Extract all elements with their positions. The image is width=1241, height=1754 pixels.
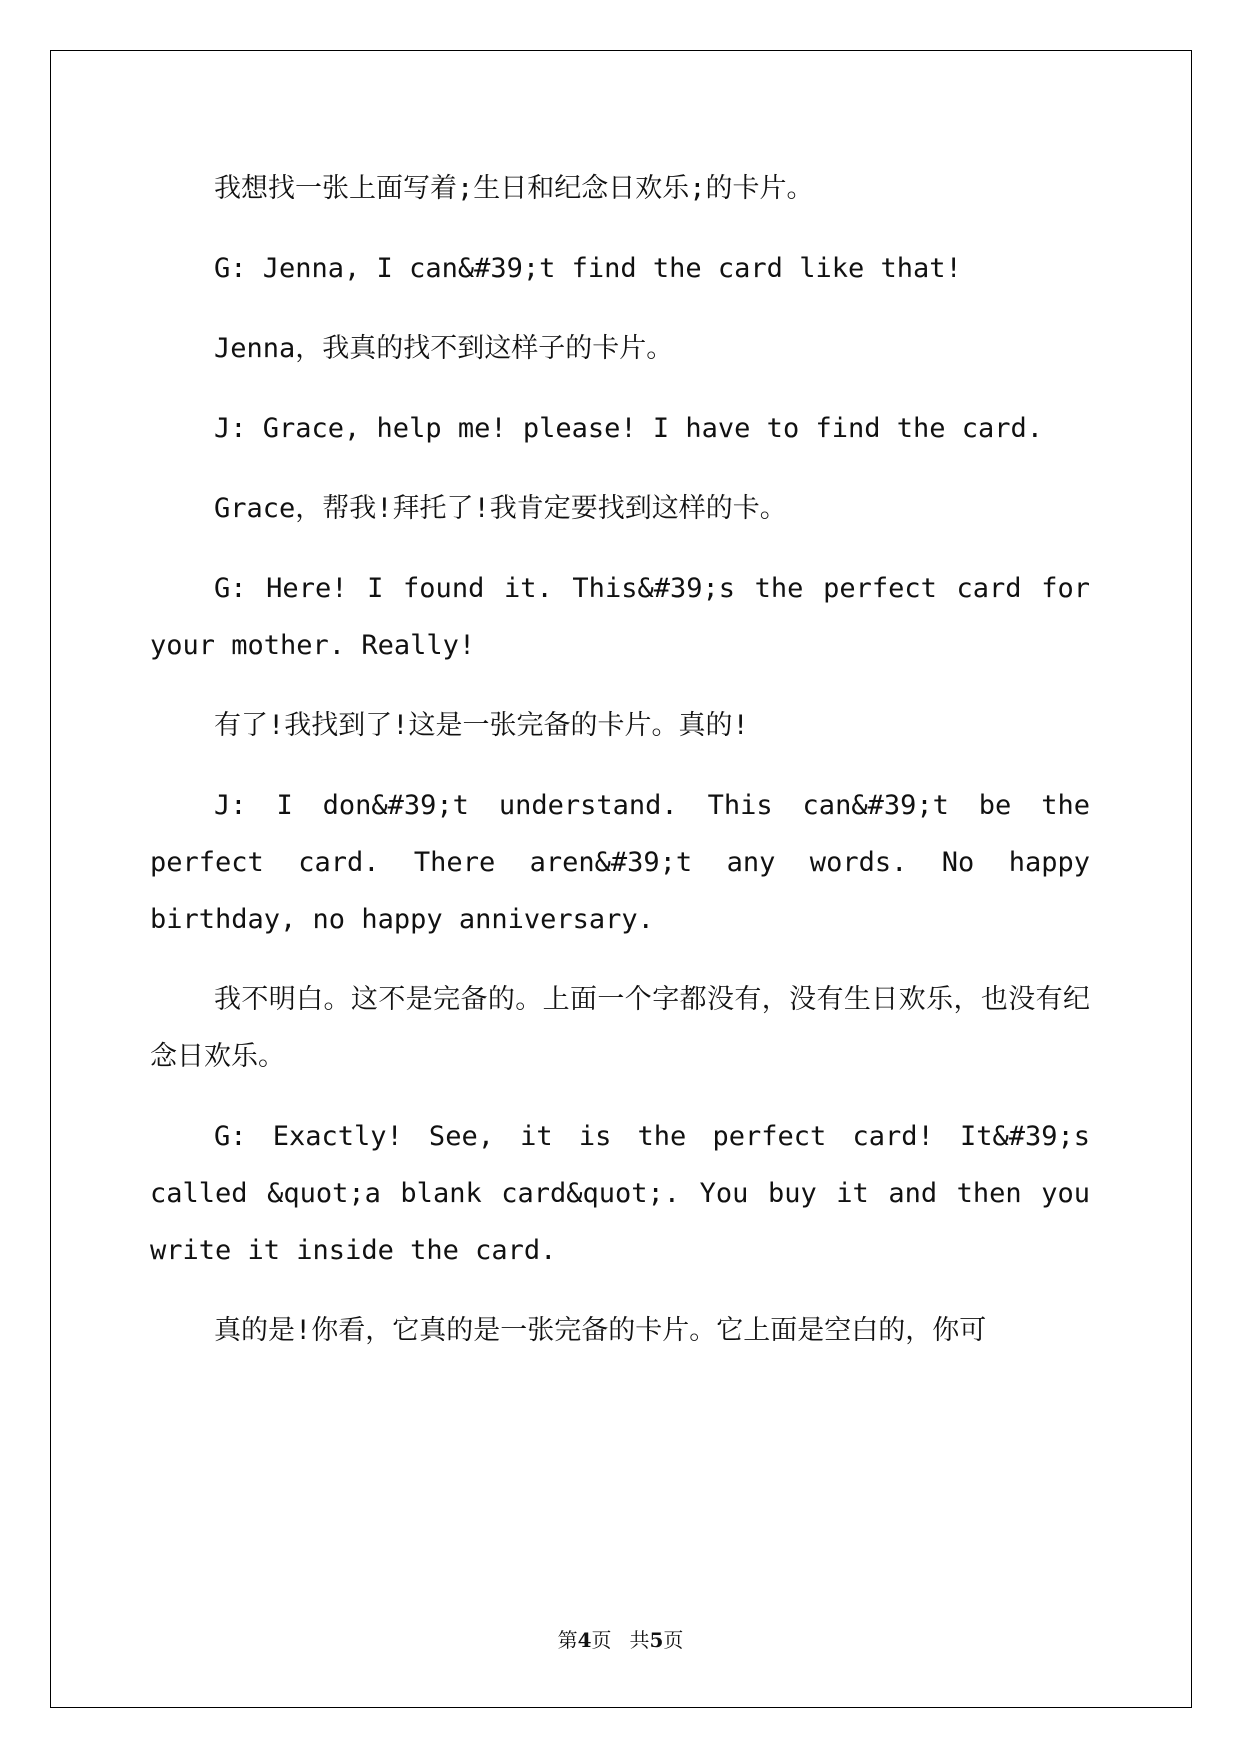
paragraph-2: G: Jenna, I can&#39;t find the card like that! bbox=[214, 253, 962, 284]
paragraph-4: J: Grace, help me! please! I have to find the card. bbox=[214, 413, 1044, 444]
page-footer bbox=[0, 1624, 1241, 1653]
footer-total-pages: 5 bbox=[649, 1628, 664, 1652]
footer-total-suffix: 页 bbox=[663, 1628, 684, 1652]
document-body bbox=[150, 160, 1090, 1382]
footer-prefix: 第 bbox=[557, 1628, 578, 1652]
paragraph-9: 我不明白。这不是完备的。上面一个字都没有，没有生日欢乐，也没有纪念日欢乐。 bbox=[150, 984, 1090, 1072]
paragraph-11: 真的是!你看，它真的是一张完备的卡片。它上面是空白的，你可 bbox=[214, 1315, 987, 1346]
paragraph-8: J: I don&#39;t understand. This can&#39;t be the perfect card. There aren&#39;t any words. No happy birthday, no happy anniversary. bbox=[150, 790, 1090, 935]
paragraph-10: G: Exactly! See, it is the perfect card! It&#39;s called &quot;a blank card&quot;. You buy it and then you write it inside the card. bbox=[150, 1121, 1090, 1266]
paragraph-5: Grace，帮我!拜托了!我肯定要找到这样的卡。 bbox=[214, 493, 787, 524]
paragraph-3: Jenna，我真的找不到这样子的卡片。 bbox=[214, 333, 674, 364]
footer-total-prefix: 共 bbox=[629, 1628, 650, 1652]
footer-page-suffix: 页 bbox=[591, 1628, 612, 1652]
paragraph-7: 有了!我找到了!这是一张完备的卡片。真的! bbox=[214, 710, 749, 741]
paragraph-6: G: Here! I found it. This&#39;s the perfect card for your mother. Really! bbox=[150, 573, 1090, 661]
paragraph-1: 我想找一张上面写着;生日和纪念日欢乐;的卡片。 bbox=[214, 173, 814, 204]
footer-page-number: 4 bbox=[577, 1628, 592, 1652]
